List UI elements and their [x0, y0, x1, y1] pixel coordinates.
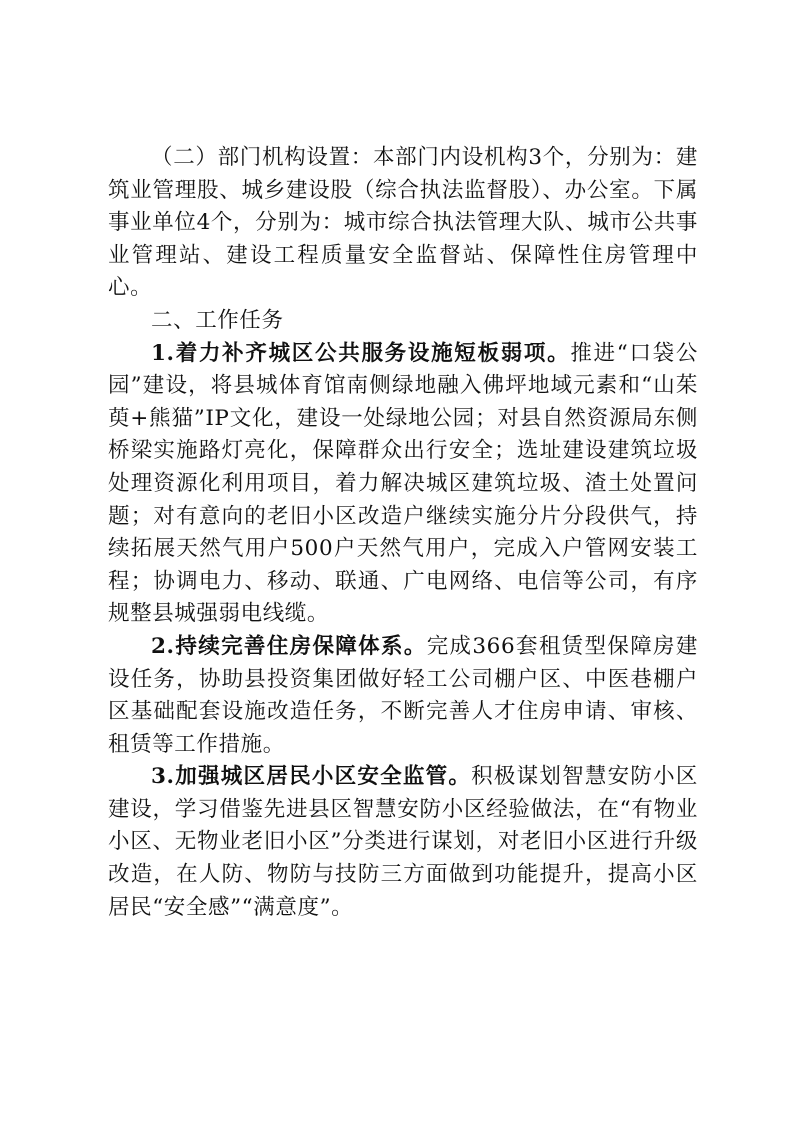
- paragraph-task-2: [108, 631, 698, 761]
- task-1-text: 推进“口袋公园”建设，将县城体育馆南侧绿地融入佛坪地域元素和“山茱萸+熊猫”IP文化，建设一处绿地公园；对县自然资源局东侧桥梁实施路灯亮化，保障群众出行安全；选址建设建筑垃圾处理资源化利用项目，着力解决城区建筑垃圾、渣土处置问题；对有意向的老旧小区改造户继续实施分片分段供气，持续拓展天然气用户500户天然气用户，完成入户管网安装工程；协调电力、移动、联通、广电网络、电信等公司，有序规整县城强弱电线缆。: [108, 340, 698, 627]
- paragraph-task-1: [108, 338, 698, 631]
- task-2-text: 完成366套租赁型保障房建设任务，协助县投资集团做好轻工公司棚户区、中医巷棚户区基础配套设施改造任务，不断完善人才住房申请、审核、租赁等工作措施。: [108, 633, 698, 757]
- task-2-title: 2.持续完善住房保障体系。: [151, 633, 427, 659]
- section-heading-work-tasks: [108, 305, 698, 338]
- task-3-text: 积极谋划智慧安防小区建设，学习借鉴先进县区智慧安防小区经验做法，在“有物业小区、无物业老旧小区”分类进行谋划，对老旧小区进行升级改造，在人防、物防与技防三方面做到功能提升，提高小区居民“安全感”“满意度”。: [108, 764, 698, 920]
- section-heading-text: 二、工作任务: [151, 307, 284, 333]
- task-3-title: 3.加强城区居民小区安全监管。: [151, 764, 472, 790]
- task-1-title: 1.着力补齐城区公共服务设施短板弱项。: [151, 340, 571, 366]
- paragraph-department-setup: [108, 142, 698, 305]
- document-page: [108, 142, 698, 924]
- paragraph-text: （二）部门机构设置：本部门内设机构3个，分别为：建筑业管理股、城乡建设股（综合执法监督股）、办公室。下属事业单位4个，分别为：城市综合执法管理大队、城市公共事业管理站、建设工程质量安全监督站、保障性住房管理中心。: [108, 145, 698, 301]
- paragraph-task-3: [108, 761, 698, 924]
